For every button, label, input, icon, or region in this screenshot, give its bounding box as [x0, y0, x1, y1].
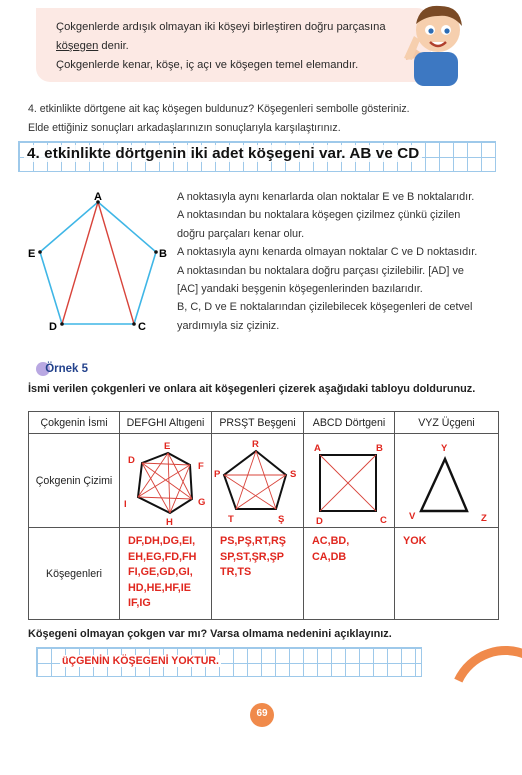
hex-label-h: H	[166, 516, 173, 527]
label-b: B	[159, 248, 167, 260]
info-box	[36, 8, 431, 82]
diag-line: EH,EG,FD,FH	[128, 550, 197, 563]
triangle-cell	[395, 434, 499, 528]
para-line: A noktasından bu noktalara köşegen çizilmez çünkü çizilen	[177, 209, 461, 222]
diagonal-ad	[62, 202, 98, 324]
pentagon-cell	[212, 434, 304, 528]
para-line: yardımıyla siz çiziniz.	[177, 319, 280, 332]
page-number: 69	[250, 703, 274, 727]
hex-label-g: G	[198, 496, 206, 508]
example-label-text: Örnek 5	[45, 363, 89, 376]
pent-label-s: S	[290, 468, 297, 480]
label-d: D	[49, 321, 57, 333]
triangle-diagonals-cell	[395, 528, 499, 620]
hexagon-figure	[120, 435, 212, 527]
tri-label-y: Y	[441, 442, 448, 454]
label-c: C	[138, 321, 146, 333]
info-line-3: Çokgenlerde kenar, köşe, iç açı ve köşegen temel elemandır.	[56, 59, 359, 71]
square-cell	[304, 434, 395, 528]
diagonal-ac	[98, 202, 134, 324]
header-cell: Çokgenin İsmi	[29, 412, 120, 434]
row-label-diagonals: Köşegenleri	[29, 528, 120, 620]
pent-label-sh: Ş	[278, 513, 285, 525]
hexagon-diagonals-cell	[120, 528, 212, 620]
bottom-answer: üÇGENİN KÖŞEGENİ YOKTUR.	[62, 655, 219, 667]
diag-line: CA,DB	[312, 550, 347, 563]
pentagon-diagonals-cell	[212, 528, 304, 620]
header-cell: PRSŞT Beşgeni	[212, 412, 304, 434]
question-text	[28, 100, 498, 138]
diag-line: YOK	[403, 535, 427, 547]
para-line: B, C, D ve E noktalarından çizilebilecek köşegenleri de cetvel	[177, 301, 473, 314]
para-line: A noktasıyla aynı kenarlarda olan noktalar E ve B noktalarıdır.	[177, 191, 475, 203]
question-line-1: 4. etkinlikte dörtgene ait kaç köşegen buldunuz? Köşegenleri sembolle gösteriniz.	[28, 103, 410, 115]
pent-label-t: T	[228, 513, 234, 525]
diag-line: TR,TS	[220, 566, 252, 579]
answer-text: 4. etkinlikte dörtgenin iki adet köşegeni var. AB ve CD	[24, 145, 422, 162]
info-line-2	[56, 37, 415, 56]
hexagon-cell	[120, 434, 212, 528]
diag-line: SP,ST,ŞR,ŞP	[220, 550, 285, 563]
pent-label-r: R	[252, 438, 259, 450]
para-line: doğru parçaları kenar olur.	[177, 227, 305, 240]
triangle-figure	[395, 435, 499, 527]
tri-label-v: V	[409, 510, 416, 522]
pent-label-p: P	[214, 468, 221, 480]
hex-label-d: D	[128, 454, 135, 466]
header-cell: ABCD Dörtgeni	[304, 412, 395, 434]
diag-line: IF,IG	[128, 597, 151, 610]
diag-line: HD,HE,HF,IE	[128, 581, 191, 594]
sq-label-a: A	[314, 442, 321, 454]
diag-line: AC,BD,	[312, 535, 350, 547]
square-figure	[304, 435, 395, 527]
sq-label-c: C	[380, 514, 387, 526]
row-label-drawing: Çokgenin Çizimi	[29, 434, 120, 528]
bottom-question: Köşegeni olmayan çokgen var mı? Varsa olmama nedenini açıklayınız.	[28, 628, 392, 640]
pentagon-table-figure	[212, 435, 304, 527]
hex-label-i: I	[124, 498, 127, 510]
info-line-1: Çokgenlerde ardışık olmayan iki köşeyi birleştiren doğru parçasına	[56, 21, 386, 33]
para-line: [AC] yandaki beşgenin köşegenlerinden bazılarıdır.	[177, 283, 423, 296]
kid-illustration-icon	[400, 0, 470, 86]
para-line: A noktasından bu noktalara doğru parçası çizilebilir. [AD] ve	[177, 264, 464, 277]
diag-line: DF,DH,DG,EI,	[128, 535, 196, 547]
diag-line: PS,PŞ,RT,RŞ	[220, 535, 286, 547]
para-line: A noktasıyla aynı kenarda olmayan noktalar C ve D noktasıdır.	[177, 246, 478, 259]
pentagon-outline	[40, 202, 156, 324]
info-line-2-rest: denir.	[98, 40, 129, 52]
decorative-arc	[433, 630, 522, 775]
sq-label-d: D	[316, 515, 323, 527]
info-keyword: köşegen	[56, 40, 99, 52]
tri-label-z: Z	[481, 512, 487, 524]
explanation-paragraph	[177, 188, 499, 335]
square-diagonals-cell	[304, 528, 395, 620]
example-label	[36, 362, 88, 376]
question-line-2: Elde ettiğiniz sonuçları arkadaşlarınızın sonuçlarıyla karşılaştırınız.	[28, 122, 341, 134]
task-text: İsmi verilen çokgenleri ve onlara ait köşegenleri çizerek aşağıdaki tabloyu doldurunuz.	[28, 383, 476, 395]
label-a: A	[94, 191, 102, 203]
pentagon-figure	[28, 190, 178, 340]
header-cell: VYZ Üçgeni	[395, 412, 499, 434]
polygon-table	[28, 411, 499, 620]
diag-line: FI,GE,GD,GI,	[128, 566, 193, 579]
sq-label-b: B	[376, 442, 383, 454]
label-e: E	[28, 248, 36, 260]
hex-label-f: F	[198, 460, 204, 472]
hex-label-e: E	[164, 440, 171, 452]
header-cell: DEFGHI Altıgeni	[120, 412, 212, 434]
